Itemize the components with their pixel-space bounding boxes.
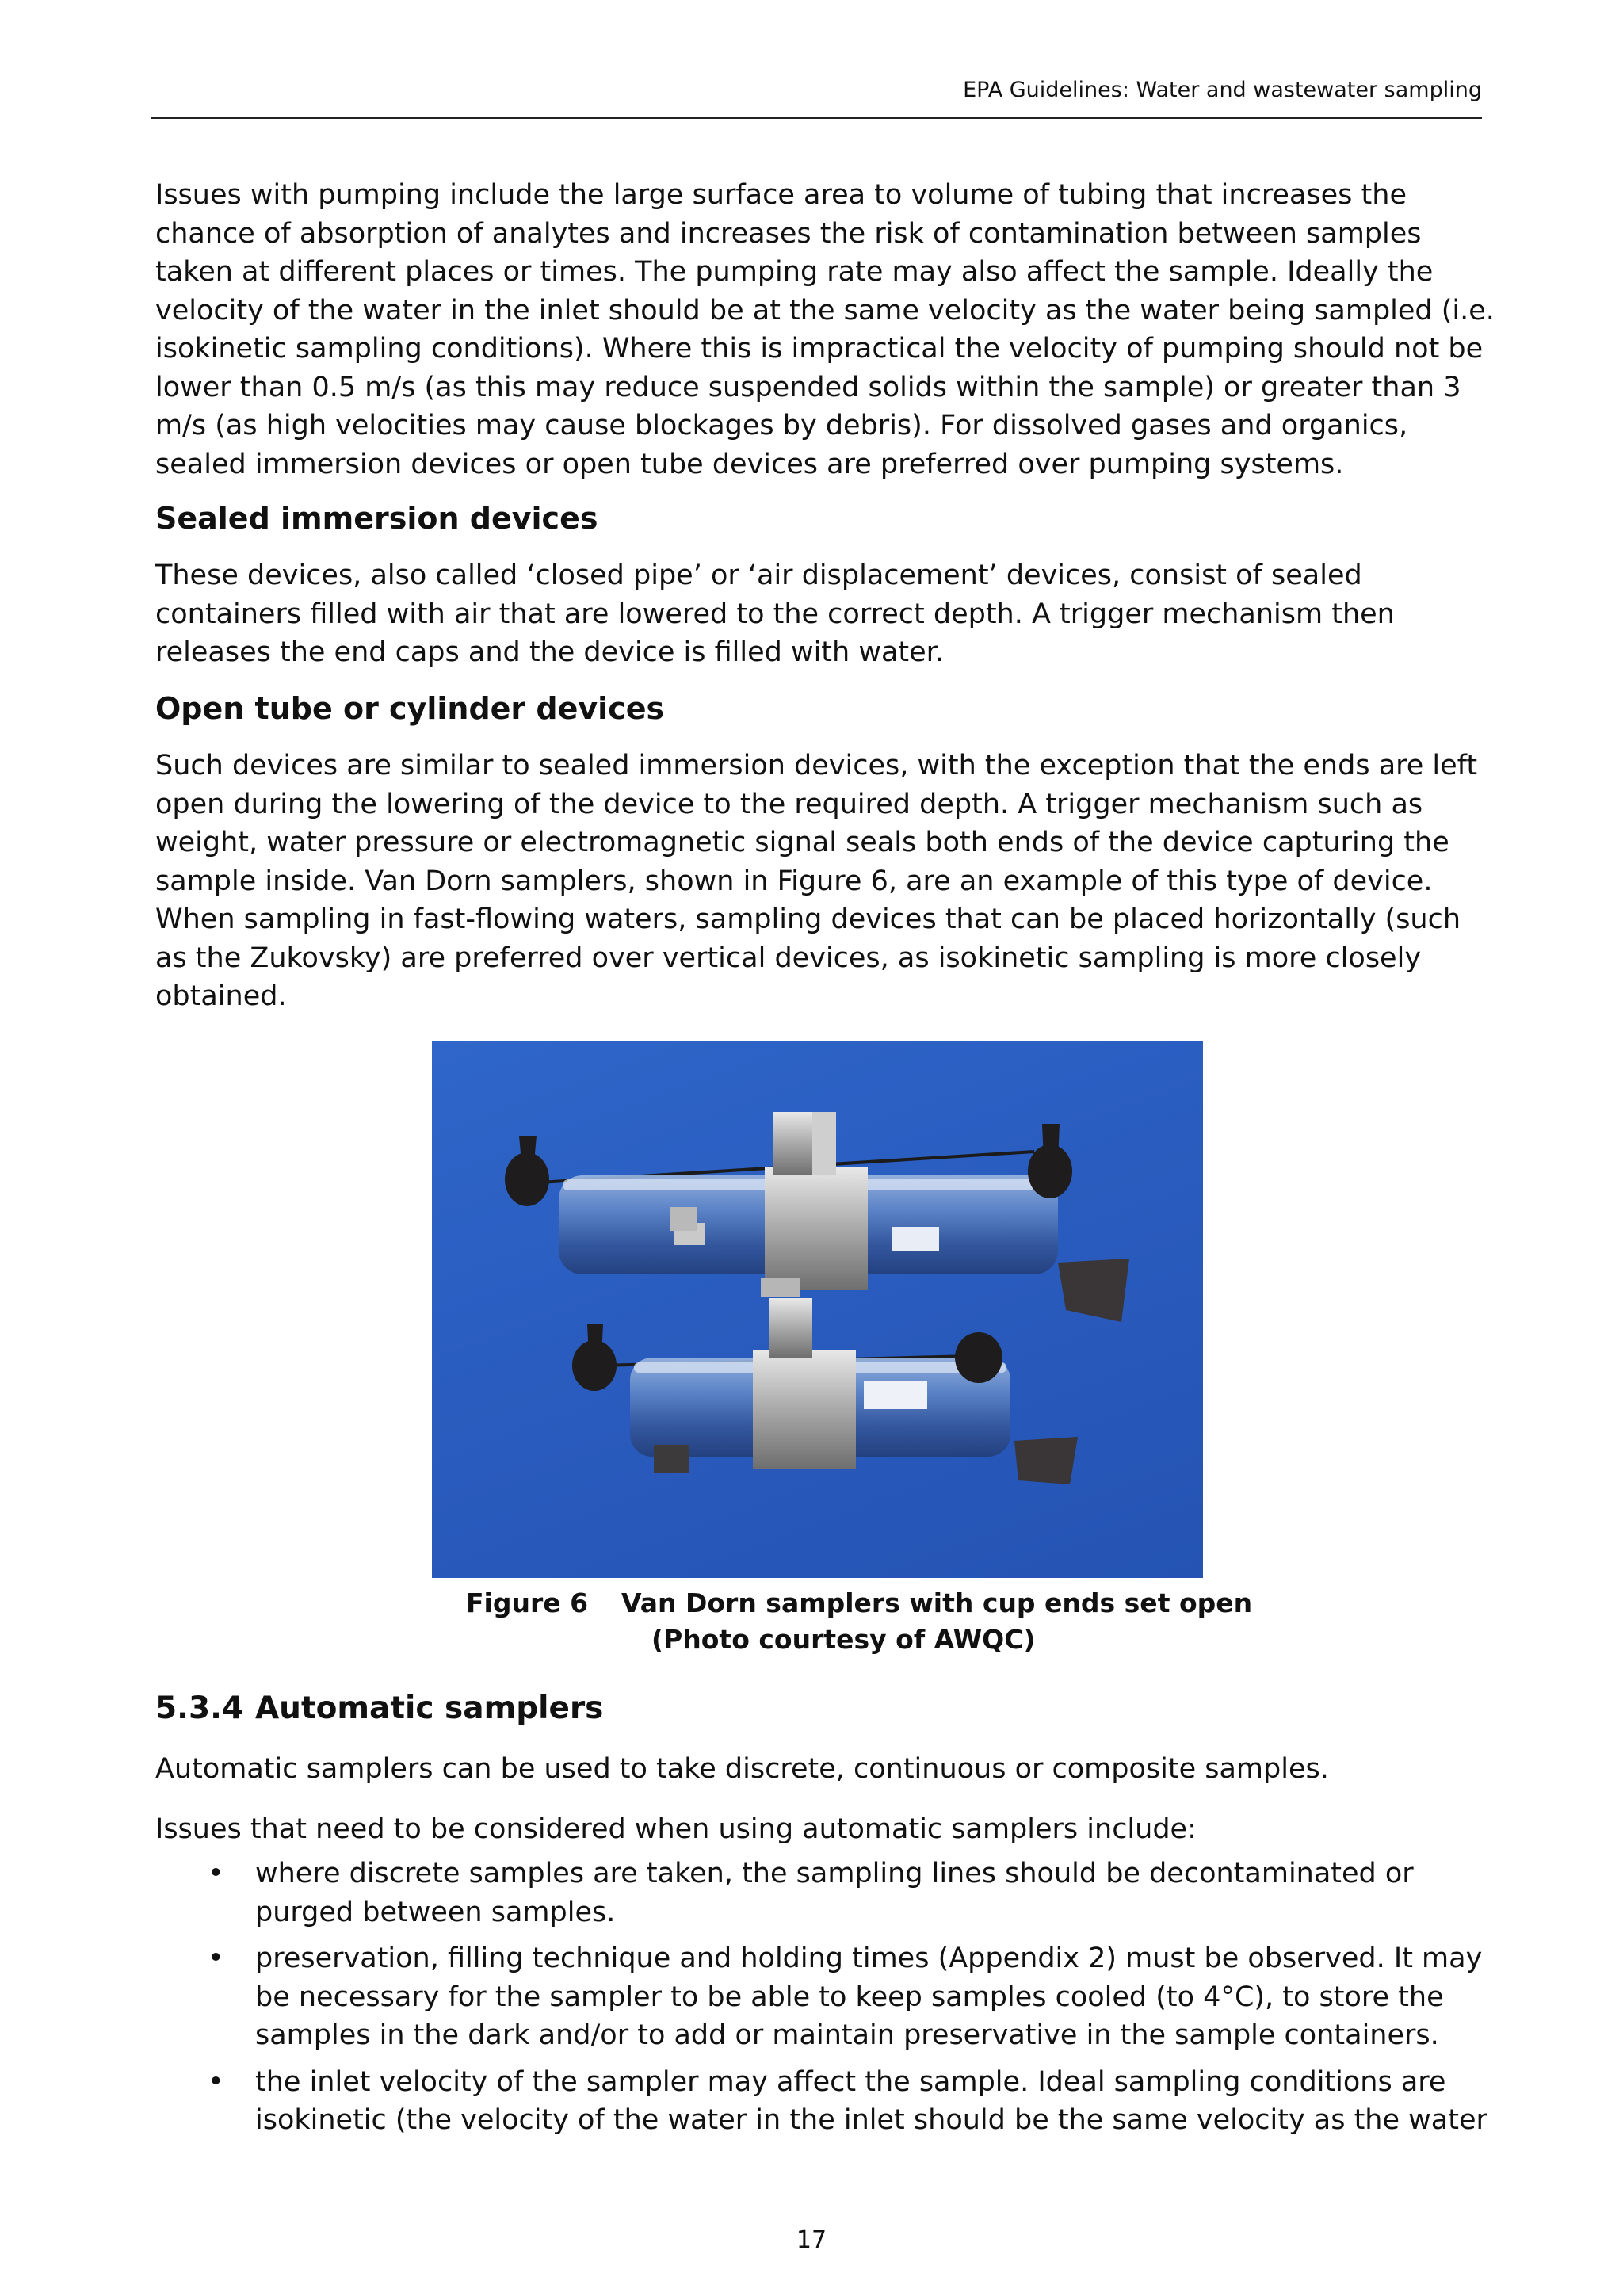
list-item: • the inlet velocity of the sampler may affect the sample. Ideal sampling conditions are isokinetic (the velocity of the water in the inlet should be the same velocity as the water <box>155 2063 1495 2140</box>
figure-label: Figure 6 <box>466 1587 589 1618</box>
issues-bullet-list <box>155 1855 1495 2148</box>
section-heading-automatic-samplers <box>155 1690 1495 1728</box>
figure-caption-credit: (Photo courtesy of AWQC) <box>651 1624 1036 1655</box>
van-dorn-samplers-illustration <box>432 1041 1203 1578</box>
running-header: EPA Guidelines: Water and wastewater sampling <box>963 78 1482 102</box>
body-paragraph-automatic-intro: Automatic samplers can be used to take discrete, continuous or composite samples. <box>155 1753 1329 1785</box>
heading-open-tube-devices: Open tube or cylinder devices <box>155 691 665 726</box>
list-item: • preservation, filling technique and holding times (Appendix 2) must be observed. It may be necessary for the sampler to be able to keep samples cooled (to 4°C), to store the samples in the dark and/or to add or maintain preservative in the sample containers. <box>155 1939 1495 2055</box>
figure-photo-van-dorn-samplers <box>432 1041 1203 1578</box>
bullet-icon: • <box>208 2065 224 2098</box>
bullet-icon: • <box>208 1943 224 1974</box>
body-paragraph-sealed-devices: These devices, also called ‘closed pipe’ or ‘air displacement’ devices, consist of sealed containers filled with air that are lowered to the correct depth. A trigger mechanism then releases the end caps and the device is filled with water. <box>155 560 1395 668</box>
figure-caption-title: Van Dorn samplers with cup ends set open <box>621 1587 1253 1618</box>
bullet-icon: • <box>208 1858 224 1889</box>
body-paragraph-open-tube: Such devices are similar to sealed immersion devices, with the exception that the ends are left open during the lowering of the device to the required depth. A trigger mechanism such as weight, water pressure or electromagnetic signal seals both ends of the device capturing the sample inside. Van Dorn samplers, shown in Figure 6, are an example of this type of device. When sampling in fast-flowing waters, sampling devices that can be placed horizontally (such as the Zukovsky) are preferred over vertical devices, as isokinetic sampling is more closely obtained. <box>155 750 1478 1012</box>
page-number: 17 <box>796 2226 827 2254</box>
section-number: 5.3.4 <box>155 1690 244 1726</box>
lower-sampler <box>572 1278 1078 1484</box>
header-rule <box>151 117 1482 119</box>
body-paragraph-issues-intro: Issues that need to be considered when using automatic samplers include: <box>155 1813 1197 1845</box>
heading-sealed-immersion-devices: Sealed immersion devices <box>155 501 598 536</box>
body-paragraph-pumping: Issues with pumping include the large surface area to volume of tubing that increases the chance of absorption of analytes and increases the risk of contamination between samples taken at different places or times. The pumping rate may also affect the sample. Ideally the velocity of the water in the inlet should be at the same velocity as the water being sampled (i.e. isokinetic sampling conditions). Where this is impractical the velocity of pumping should not be lower than 0.5 m/s (as this may reduce suspended solids within the sample) or greater than 3 m/s (as high velocities may cause blockages by debris). For dissolved gases and organics, sealed immersion devices or open tube devices are preferred over pumping systems. <box>155 179 1495 480</box>
upper-sampler <box>505 1112 1129 1322</box>
list-item: • where discrete samples are taken, the sampling lines should be decontaminated or purged between samples. <box>155 1855 1495 1931</box>
section-title: Automatic samplers <box>255 1690 604 1726</box>
